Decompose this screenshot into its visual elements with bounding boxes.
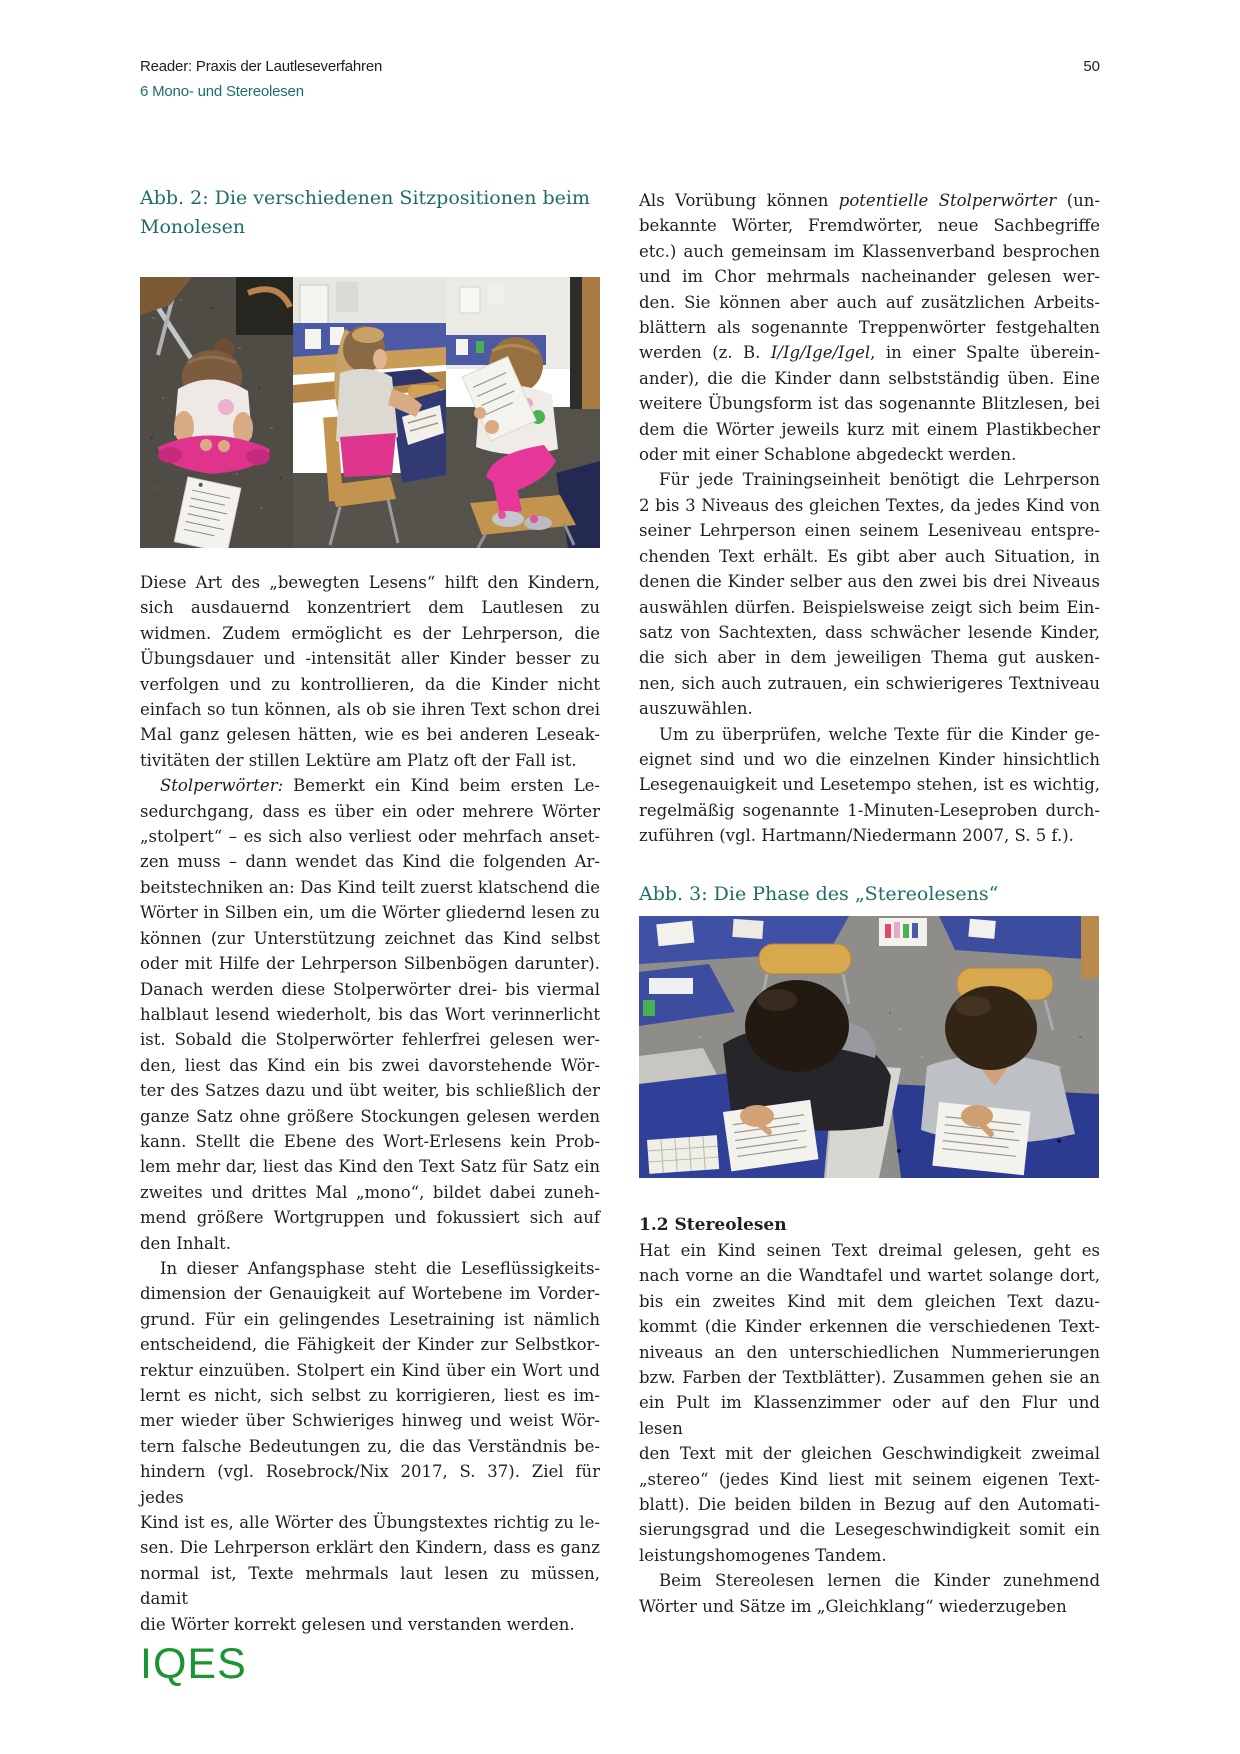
text-line: lernt es nicht, sich selbst zu korrigieren, liest es im- (140, 1386, 600, 1405)
text-line: „stolpert“ – es sich also verliest oder mehrfach anset- (140, 827, 600, 847)
text-line: zuführen (vgl. Hartmann/Niedermann 2007, S. 5 f.). (639, 826, 1074, 846)
text-line: Übungsdauer und -intensität aller Kinder besser zu (140, 649, 600, 669)
text-line: nen, sich auch zutrauen, ein schwierigeres Textniveau (639, 673, 1100, 693)
body-paragraph (639, 722, 1100, 849)
text-line: Danach werden diese Stolperwörter drei- bis viermal (140, 979, 600, 999)
text-line: blättern als sogenannte Treppenwörter festgehalten (639, 318, 1100, 338)
text-line: denen die Kinder selber aus den zwei bis drei Niveaus (639, 572, 1100, 592)
text-line: entscheidend, die Fähigkeit der Kinder zur Selbstkor- (140, 1335, 600, 1355)
body-paragraph (639, 184, 1100, 467)
text-line: und im Chor mehrmals nacheinander gelesen wer- (639, 267, 1100, 287)
page-header (140, 54, 1100, 104)
text-line: „stereo“ (jedes Kind liest mit seinem eigenen Text- (639, 1469, 1100, 1489)
iqes-logo: IQES (140, 1640, 247, 1688)
text-line: einfach so tun können, als ob sie ihren Text schon drei (140, 700, 600, 720)
stereolesen-photo (639, 916, 1100, 1178)
text-line: weitere Übungsform ist das sogenannte Blitzlesen, bei (639, 394, 1100, 414)
text-line: Stolperwörter: Bemerkt ein Kind beim ersten Le- (160, 776, 600, 796)
text-line: niveaus an den unterschiedlichen Nummerierungen (639, 1342, 1100, 1362)
text-line: sen. Die Lehrperson erklärt den Kindern, dass es ganz (140, 1538, 600, 1558)
text-line: mend größere Wortgruppen und fokussiert sich auf (140, 1208, 600, 1228)
text-line: halblaut lesend wiederholt, bis das Wort verinnerlicht (140, 1004, 600, 1024)
text-line: 2 bis 3 Niveaus des gleichen Textes, da jedes Kind von (639, 495, 1100, 515)
figure-caption: Abb. 2: Die verschiedenen Sitzpositionen beim Monolesen (140, 187, 590, 238)
text-line: dem die Wörter jeweils kurz mit einem Plastikbecher (639, 419, 1100, 439)
text-line: den Text mit der gleichen Geschwindigkeit zweimal (639, 1444, 1100, 1464)
text-line: regelmäßig sogenannte 1-Minuten-Leseproben durch- (639, 800, 1100, 820)
text-line: die sich aber in dem jeweiligen Thema gut ausken- (639, 648, 1100, 668)
text-line: Kind ist es, alle Wörter des Übungstextes richtig zu le- (140, 1513, 600, 1533)
text-line: den, liest das Kind ein bis zwei davorstehende Wör- (140, 1055, 600, 1075)
text-line: nach vorne an die Wandtafel und wartet solange dort, (639, 1266, 1100, 1286)
text-line: etc.) auch gemeinsam im Klassenverband besprochen (639, 241, 1100, 261)
text-line: chenden Text erhält. Es gibt aber auch Situation, in (639, 546, 1100, 566)
text-line: beitstechniken an: Das Kind teilt zuerst klatschend die (140, 877, 600, 897)
text-line: normal ist, Texte mehrmals laut lesen zu müssen, damit (140, 1563, 600, 1609)
text-line: Für jede Trainingseinheit benötigt die Lehrperson (659, 470, 1100, 490)
page-number: 50 (1083, 58, 1100, 75)
text-line: Wörter in Silben ein, um die Wörter gliedernd lesen zu (140, 903, 600, 923)
text-line: tern falsche Bedeutungen zu, die das Verständnis be- (140, 1436, 600, 1456)
text-line: ein Pult im Klassenzimmer oder auf den Flur und lesen (639, 1393, 1100, 1438)
text-line: grund. Für ein gelingendes Lesetraining ist nämlich (140, 1309, 600, 1329)
text-line: Um zu überprüfen, welche Texte für die Kinder ge- (659, 724, 1100, 744)
text-line: widmen. Zudem ermöglicht es der Lehrperson, die (140, 623, 600, 643)
text-line: rektur einzuüben. Stolpert ein Kind über ein Wort und (140, 1360, 600, 1380)
text-line: sierungsgrad und die Lesegeschwindigkeit somit ein (639, 1520, 1100, 1540)
text-line: leistungshomogenes Tandem. (639, 1545, 887, 1565)
text-line: hindern (vgl. Rosebrock/Nix 2017, S. 37). Ziel für jedes (140, 1462, 600, 1507)
text-line: ander), die die Kinder dann selbstständig üben. Eine (639, 368, 1100, 388)
text-line: Diese Art des „bewegten Lesens“ hilft den Kindern, (140, 573, 600, 592)
text-line: oder mit Hilfe der Lehrperson Silbenbögen darunter). (140, 954, 600, 974)
text-line: den. Sie können aber auch auf zusätzlichen Arbeits- (639, 292, 1100, 312)
reader-title: Reader: Praxis der Lautleseverfahren (140, 58, 383, 75)
text-line: die Wörter korrekt gelesen und verstanden werden. (140, 1614, 575, 1634)
body-paragraph (639, 467, 1100, 721)
right-column (639, 184, 1100, 1619)
text-line: Als Vorübung können potentielle Stolperwörter (un- (639, 191, 1100, 210)
text-line: mer wieder über Schwieriges hinweg und weist Wör- (140, 1411, 600, 1431)
text-line: werden (z. B. I/Ig/Ige/Igel, in einer Spalte überein- (639, 343, 1100, 363)
text-line: kann. Stellt die Ebene des Wort-Erlesens kein Prob- (140, 1131, 600, 1151)
text-line: eignet sind und wo die einzelnen Kinder hinsichtlich (639, 749, 1100, 769)
text-line: Hat ein Kind seinen Text dreimal gelesen, geht es (639, 1240, 1100, 1260)
section-subheading: 1.2 Stereolesen (639, 1214, 787, 1235)
body-paragraph (140, 773, 600, 1256)
text-line: dimension der Genauigkeit auf Wortebene im Vorder- (140, 1284, 600, 1304)
text-line: In dieser Anfangsphase steht die Leseflüssigkeits- (160, 1258, 600, 1278)
text-line: seiner Lehrperson einen seinem Leseniveau entspre- (639, 521, 1100, 541)
text-line: ist. Sobald die Stolperwörter fehlerfrei gelesen wer- (140, 1030, 600, 1050)
text-line: Lesegenauigkeit und Lesetempo stehen, ist es wichtig, (639, 775, 1100, 795)
text-line: sich ausdauernd konzentriert dem Lautlesen zu (140, 598, 600, 618)
text-line: können (zur Unterstützung zeichnet das Kind selbst (140, 928, 600, 948)
text-line: oder mit einer Schablone abgedeckt werden. (639, 445, 1017, 465)
text-line: bzw. Farben der Textblätter). Zusammen gehen sie an (639, 1368, 1100, 1387)
text-line: den Inhalt. (140, 1233, 231, 1253)
text-line: ganze Satz ohne größere Stockungen gelesen werden (140, 1106, 600, 1126)
body-paragraph (140, 570, 600, 773)
text-line: Beim Stereolesen lernen die Kinder zunehmend (659, 1571, 1100, 1591)
text-line: verfolgen und zu kontrollieren, da die Kinder nicht (140, 674, 600, 694)
body-paragraph (639, 1568, 1100, 1619)
text-line: ter des Satzes dazu und übt weiter, bis schließlich der (140, 1081, 600, 1101)
text-line: bekannte Wörter, Fremdwörter, neue Sachbegriffe (639, 216, 1100, 236)
figure-caption: Abb. 3: Die Phase des „Stereolesens“ (639, 882, 999, 905)
page-footer (140, 1640, 247, 1688)
text-line: lem mehr dar, liest das Kind den Text Satz für Satz ein (140, 1157, 600, 1177)
text-line: bis ein zweites Kind mit dem gleichen Text dazu- (639, 1291, 1100, 1311)
text-line: blatt). Die beiden bilden in Bezug auf den Automati- (639, 1495, 1100, 1515)
left-column (140, 184, 600, 1637)
text-line: zweites und drittes Mal „mono“, bildet dabei zuneh- (140, 1182, 600, 1202)
body-paragraph (639, 1238, 1100, 1568)
text-line: auszuwählen. (639, 699, 753, 719)
text-line: auswählen dürfen. Beispielsweise zeigt sich beim Ein- (639, 597, 1100, 617)
body-paragraph (140, 1256, 600, 1637)
text-line: Wörter und Sätze im „Gleichklang“ wiederzugeben (639, 1596, 1067, 1616)
text-line: sedurchgang, dass es über ein oder mehrere Wörter (140, 801, 600, 821)
chapter-title: 6 Mono- und Stereolesen (140, 83, 304, 100)
text-line: kommt (die Kinder erkennen die verschiedenen Text- (639, 1317, 1100, 1337)
text-line: Mal ganz gelesen hätten, wie es bei anderen Leseak- (140, 725, 600, 745)
text-line: tivitäten der stillen Lektüre am Platz oft der Fall ist. (140, 750, 577, 770)
monolesen-photo (140, 277, 600, 548)
text-line: zen muss – dann wendet das Kind die folgenden Ar- (140, 852, 600, 872)
text-line: satz von Sachtexten, dass schwächer lesende Kinder, (639, 622, 1100, 642)
